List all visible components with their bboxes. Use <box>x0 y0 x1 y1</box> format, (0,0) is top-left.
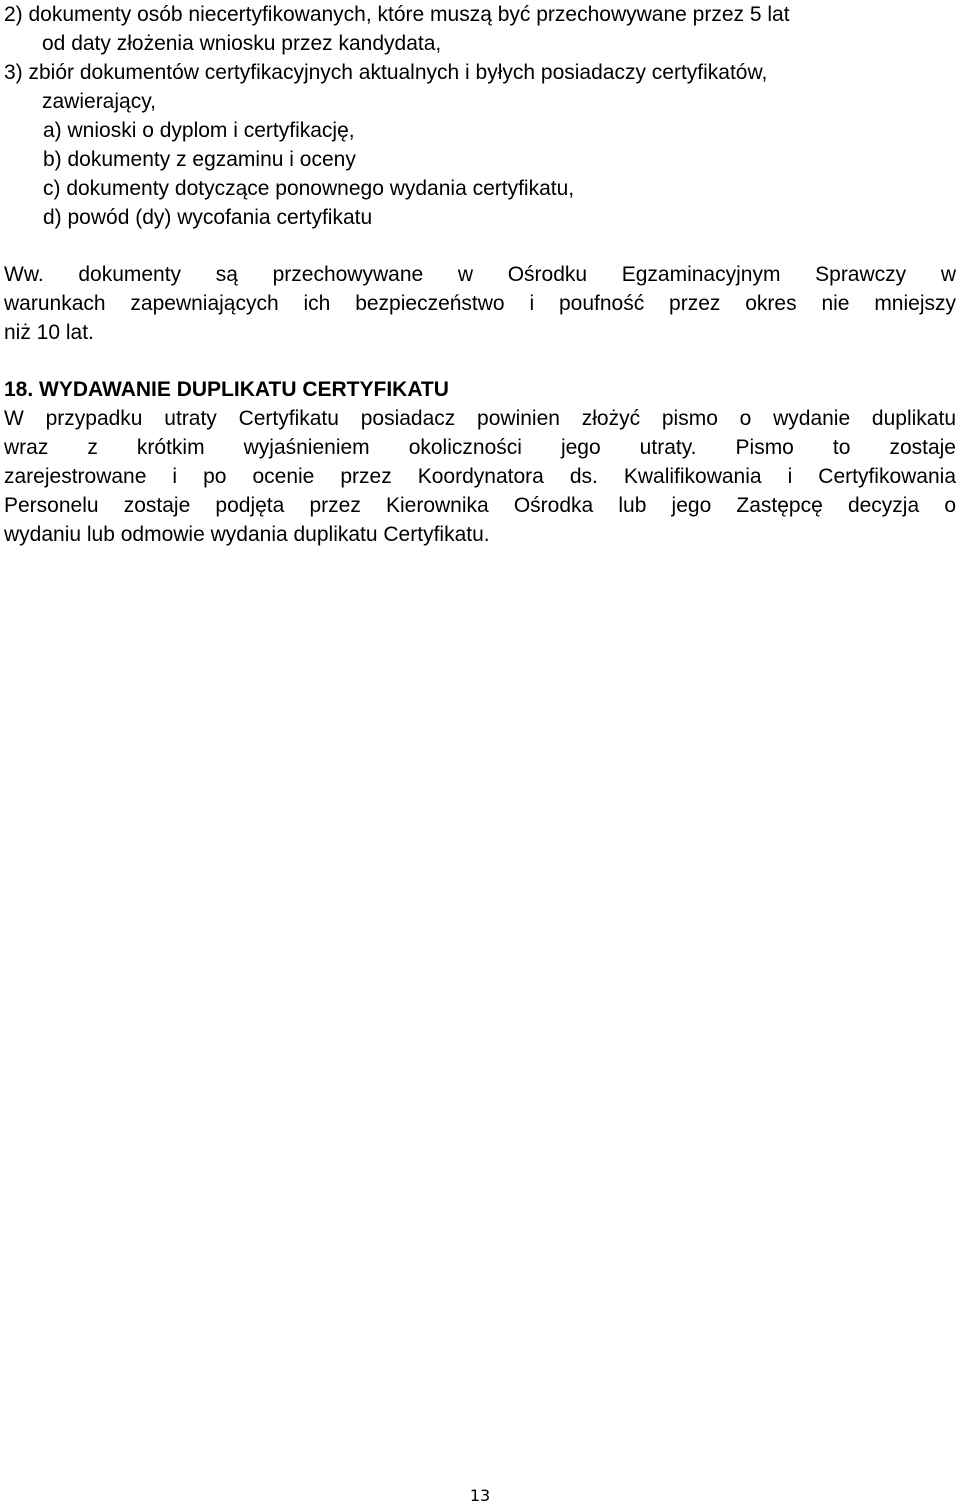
sub-item-b: b) dokumenty z egzaminu i oceny <box>43 148 356 171</box>
sub-item-a: a) wnioski o dyplom i certyfikację, <box>43 119 355 142</box>
page-number: 13 <box>469 1486 491 1505</box>
list-item-3-line-1: 3) zbiór dokumentów certyfikacyjnych aktualnych i byłych posiadaczy certyfikatów, <box>4 61 768 84</box>
section-paragraph-line-1: W przypadku utraty Certyfikatu posiadacz powinien złożyć pismo o wydanie duplikatu <box>4 407 956 430</box>
section-paragraph-line-3: zarejestrowane i po ocenie przez Koordynatora ds. Kwalifikowania i Certyfikowania <box>4 465 956 488</box>
section-number: 18. <box>4 378 34 401</box>
spacer <box>4 232 956 260</box>
section-heading <box>4 375 956 404</box>
section-paragraph-line-4: Personelu zostaje podjęta przez Kierownika Ośrodka lub jego Zastępcę decyzja o <box>4 494 956 517</box>
sub-item-d: d) powód (dy) wycofania certyfikatu <box>43 206 373 229</box>
storage-paragraph-line-1: Ww. dokumenty są przechowywane w Ośrodku Egzaminacyjnym Sprawczy w <box>4 263 956 286</box>
list-item-2-line-1: 2) dokumenty osób niecertyfikowanych, które muszą być przechowywane przez 5 lat <box>4 3 790 26</box>
section-paragraph-line-5: wydaniu lub odmowie wydania duplikatu Certyfikatu. <box>4 523 490 546</box>
list-item-3-line-2: zawierający, <box>42 90 156 113</box>
list-item-2-line-2: od daty złożenia wniosku przez kandydata, <box>42 32 442 55</box>
storage-paragraph-line-2: warunkach zapewniających ich bezpieczeństwo i poufność przez okres nie mniejszy <box>4 292 956 315</box>
storage-paragraph-line-3: niż 10 lat. <box>4 321 94 344</box>
sub-item-c: c) dokumenty dotyczące ponownego wydania certyfikatu, <box>43 177 575 200</box>
section-title: WYDAWANIE DUPLIKATU CERTYFIKATU <box>39 378 449 401</box>
spacer <box>4 347 956 375</box>
page-content <box>4 0 956 549</box>
section-paragraph-line-2: wraz z krótkim wyjaśnieniem okoliczności jego utraty. Pismo to zostaje <box>4 436 956 459</box>
